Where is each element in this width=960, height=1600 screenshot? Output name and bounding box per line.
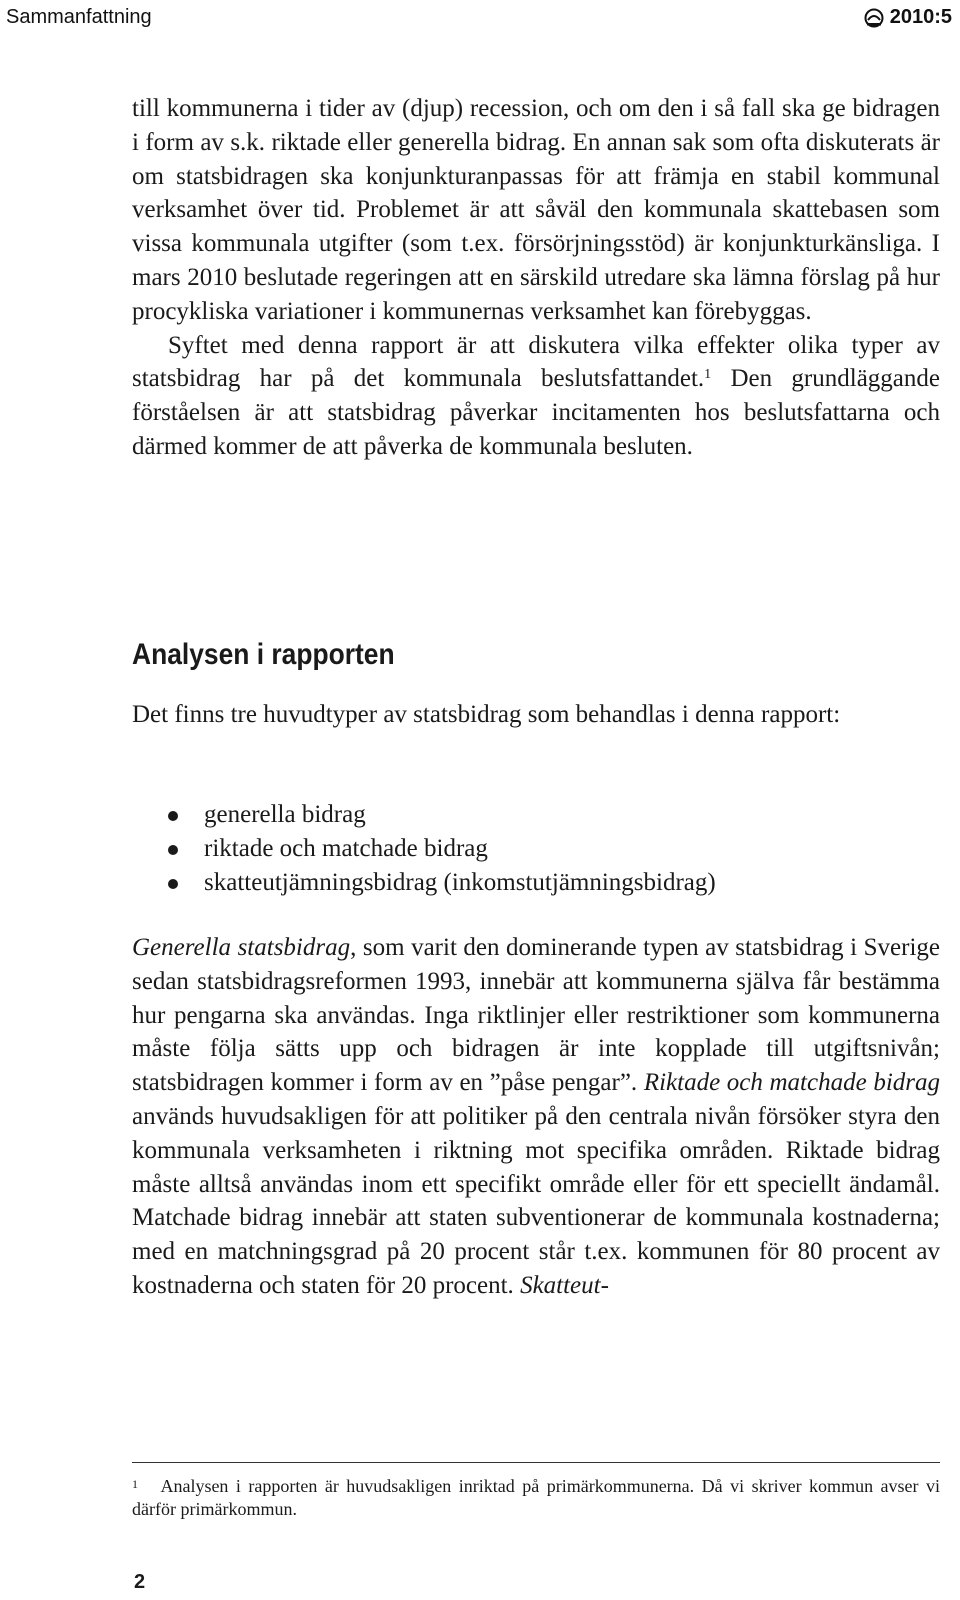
section-heading-block — [132, 637, 940, 673]
lead-paragraph: Det finns tre huvudtyper av statsbidrag som behandlas i denna rapport: — [132, 701, 841, 728]
running-header-report-id — [864, 6, 952, 29]
bullet-list-block — [132, 798, 940, 900]
running-header-section-title: Sammanfattning — [6, 6, 152, 28]
footnote — [132, 1475, 940, 1521]
section-heading: Analysen i rapporten — [132, 638, 395, 671]
footnote-number: 1 — [132, 1477, 138, 1491]
esv-logo-icon — [864, 8, 884, 28]
list-item — [132, 866, 940, 900]
term-generella-statsbidrag: Generella statsbidrag — [132, 934, 351, 961]
term-riktade-matchade: Riktade och matchade bidrag — [643, 1069, 940, 1097]
list-item — [132, 798, 940, 832]
intro-p2-continuation: Den grundläggande förståelsen är att statsbidrag påverkar incitamenten hos beslutsfattarna och därmed kommer de att påverka de kommunala besluten. — [132, 365, 940, 460]
section-lead — [132, 698, 940, 732]
page-number: 2 — [134, 1571, 146, 1593]
body-text — [132, 931, 940, 1303]
term-skatteutjamning: Skatteut- — [520, 1271, 609, 1299]
intro-p2-text: Syftet med denna rapport är att diskutera vilka effekter olika typer av statsbidrag har på det kommunala beslutsfattandet. — [132, 331, 940, 393]
bullet-icon — [168, 811, 178, 821]
body-text-2: används huvudsakligen för att politiker på den centrala nivån försöker styra den kommunala verksamheten i riktning mot specifika områden. Riktade bidrag måste alltså användas inom ett specifikt område eller för ett speciellt ändamål. Matchade bidrag innebär att staten subventionerar de kommunala kostnaderna; med en matchningsgrad på 20 procent står t.ex. kommunen för 80 procent av kostnaderna och staten för 20 procent. — [132, 1102, 940, 1299]
body-paragraph — [132, 931, 940, 1303]
bullet-icon — [168, 845, 178, 855]
intro-text — [132, 92, 940, 464]
bullet-icon — [168, 879, 178, 889]
footnote-reference: 1 — [704, 367, 712, 383]
list-item-text: skatteutjämningsbidrag (inkomstutjämningsbidrag) — [204, 869, 716, 896]
list-item — [132, 832, 940, 866]
footnote-block — [132, 1475, 940, 1521]
intro-paragraph-1: till kommunerna i tider av (djup) recession, och om den i så fall ska ge bidragen i form av s.k. riktade eller generella bidrag. En annan sak som ofta diskuterats är om statsbidragen ska konjunkturanpassas för att främja en stabil kommunal verksamhet över tid. Problemet är att såväl den kommunala skattebasen som vissa kommunala utgifter (som t.ex. försörjningsstöd) är konjunkturkänsliga. I mars 2010 beslutade regeringen att en särskild utredare ska lämna förslag på hur procykliska variationer i kommunernas verksamhet kan förebyggas. — [132, 95, 940, 325]
list-item-text: generella bidrag — [204, 801, 366, 828]
list-item-text: riktade och matchade bidrag — [204, 835, 488, 862]
intro-paragraph-2 — [132, 329, 940, 464]
footnote-text: Analysen i rapporten är huvudsakligen inriktad på primärkommunerna. Då vi skriver kommun avser vi därför primärkommun. — [132, 1476, 941, 1519]
statsbidrag-types-list — [132, 798, 940, 900]
footnote-divider — [132, 1462, 940, 1463]
body-text-1: , som varit den dominerande typen av statsbidrag i Sverige sedan statsbidragsreformen 1993, innebär att kommunerna själva får bestämma hur pengarna ska användas. Inga riktlinjer eller restriktioner som kommunerna måste följa sätts upp och bidragen är inte kopplade till utgiftsnivån; statsbidragen kommer i form av en ”påse pengar”. — [132, 934, 940, 1097]
report-id: 2010:5 — [889, 6, 952, 28]
